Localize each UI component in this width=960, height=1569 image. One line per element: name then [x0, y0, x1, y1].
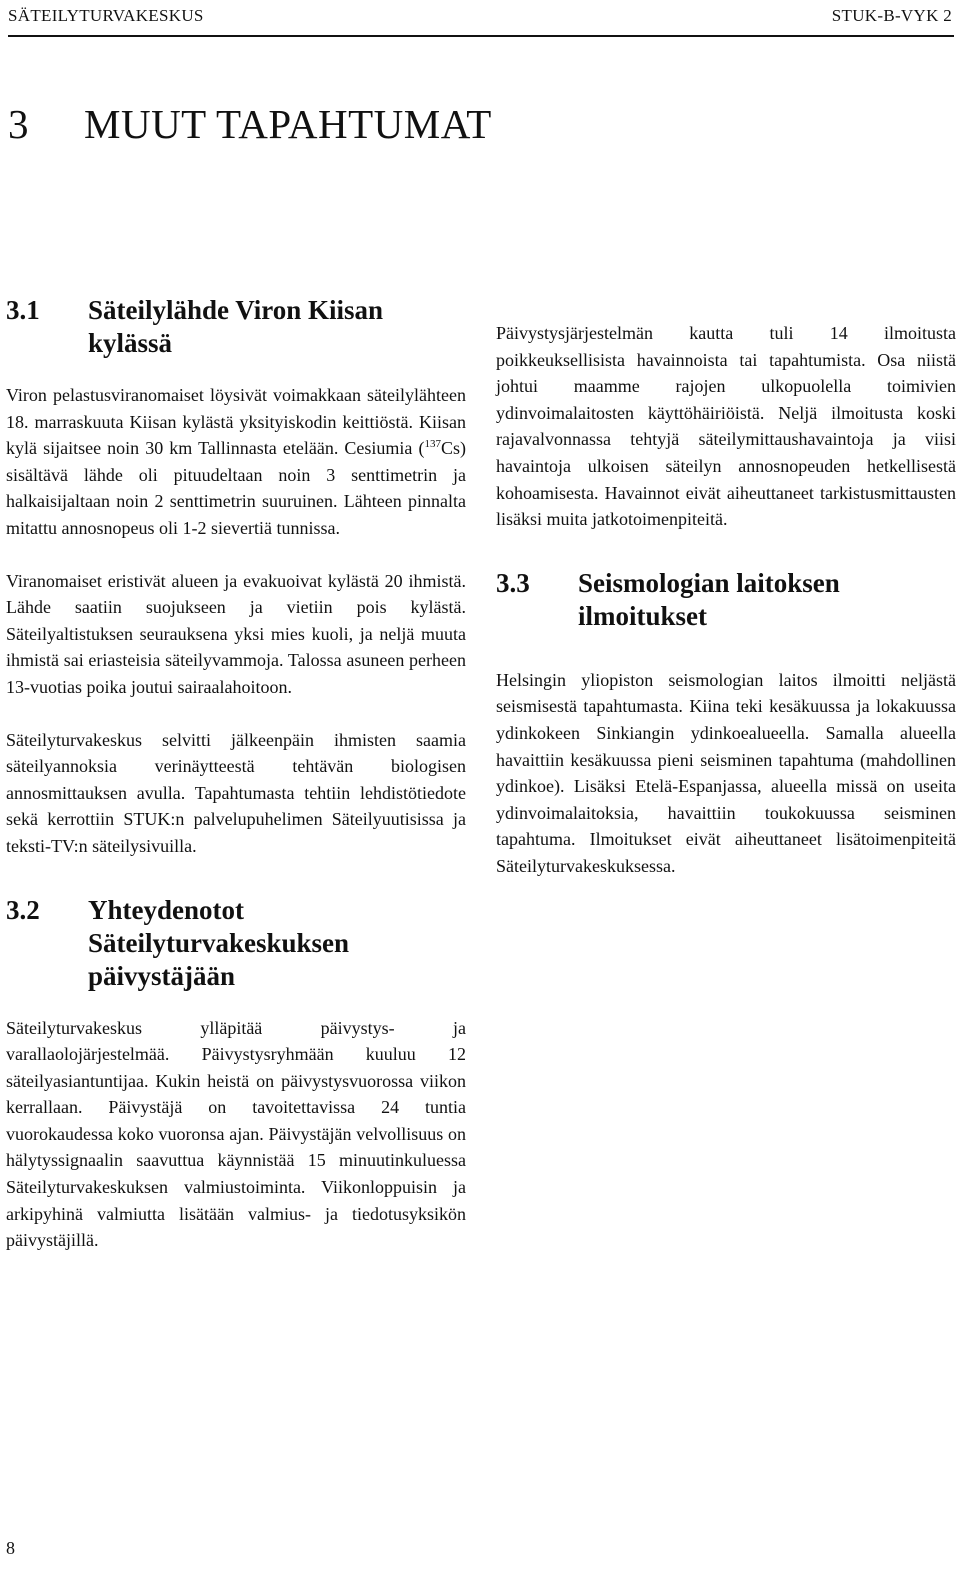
section-title: Yhteydenotot Säteilyturvakeskuksen päivystäjään	[88, 894, 350, 991]
paragraph: Säteilyturvakeskus ylläpitää päivystys- ja varallaolojärjestelmää. Päivystysryhmään kuuluu 12 säteilyasiantuntijaa. Kukin heistä on päivystysvuorossa viikon kerrallaan. Päivystäjä on tavoitettavissa 24 tuntia vuorokaudessa koko vuoronsa ajan. Päivystäjän velvollisuus on hälytyssignaalin saavuttua käynnistää 15 minuutinkuluessa Säteilyturvakeskuksen valmiustoiminta. Viikonloppuisin ja arkipyhinä valmiutta lisätään valmius- ja tiedotusyksikön päivystäjillä.	[6, 1017, 466, 1251]
header-rule	[8, 35, 954, 37]
paragraph: Päivystysjärjestelmän kautta tuli 14 ilmoitusta poikkeuksellisista havainnoista tai tapahtumista. Osa niistä johtui maamme rajojen ulkopuolella toimivien ydinvoimalaitosten käyttöhäiriöistä. Neljä ilmoitusta koski rajavalvonnassa tehtyjä säteilymittaushavaintoja ja viisi havaintoja ulkoisen säteilyn annosnopeuden hetkellisestä kohoamisesta. Havainnot eivät aiheuttaneet tarkistusmittausten lisäksi muita jatkotoimenpiteitä.	[496, 323, 956, 530]
paragraph-text: Viron pelastusviranomaiset löysivät voimakkaan säteilylähteen 18. marraskuuta Kiisan kylästä yksityiskodin keittiöstä. Kiisan kylä sijaitsee noin 30 km Tallinnasta etelään. Cesiumia (	[6, 385, 466, 459]
section-3-3-heading	[496, 567, 956, 633]
section-number: 3.1	[6, 295, 40, 325]
chapter-title-text: MUUT TAPAHTUMAT	[84, 101, 492, 147]
page-number: 8	[6, 1538, 15, 1558]
isotope-superscript: 137	[424, 438, 441, 451]
paragraph	[6, 382, 466, 542]
paragraph: Viranomaiset eristivät alueen ja evakuoivat kylästä 20 ihmistä. Lähde saatiin suojukseen ja vietiin pois kylästä. Säteilyaltistuksen seurauksena yksi mies kuoli, ja neljä muuta ihmistä sai eriasteisia säteilyvammoja. Talossa asuneen perheen 13-vuotias poika joutui sairaalahoitoon.	[6, 570, 466, 697]
header-organization: SÄTEILYTURVAKESKUS	[8, 6, 204, 25]
paragraph: Helsingin yliopiston seismologian laitos ilmoitti neljästä seismisestä tapahtumasta. Kiina teki kesäkuussa ja lokakuussa ydinkokeen Sinkiangin ydinkoealueella. Samalla alueella havaittiin kesäkuussa pieni seisminen tapahtuma (mahdollinen ydinkoe). Lisäksi Etelä-Espanjassa, alueella missä on useita ydinvoimalaitoksia, havaittiin toukokuussa seisminen tapahtuma. Ilmoitukset eivät aiheuttaneet lisätoimenpiteitä Säteilyturvakeskuksessa.	[496, 669, 956, 876]
chapter-number: 3	[8, 101, 29, 147]
section-number: 3.2	[6, 894, 40, 925]
left-column	[6, 294, 466, 1254]
running-header	[8, 6, 952, 32]
section-3-2-heading	[6, 894, 466, 993]
section-3-1-heading	[6, 294, 466, 360]
chapter-title	[8, 100, 492, 148]
header-report-code: STUK-B-VYK 2	[831, 6, 952, 25]
section-title: Säteilylähde Viron Kiisan kylässä	[88, 295, 384, 358]
right-column	[496, 294, 956, 880]
section-number: 3.3	[496, 567, 530, 598]
paragraph: Säteilyturvakeskus selvitti jälkeenpäin ihmisten saamia säteilyannoksia verinäytteestä tehtävän biologisen annosmittauksen avulla. Tapahtumasta tehtiin lehdistötiedote sekä kerrottiin STUK:n palvelupuhelimen Säteilyuutisissa ja teksti-TV:n säteilysivuilla.	[6, 729, 466, 856]
section-title: Seismologian laitoksen ilmoitukset	[578, 567, 840, 631]
paragraph-text: Cs) sisältävä lähde oli pituudeltaan noin 3 senttimetrin ja halkaisijaltaan noin 2 senttimetrin suuruinen. Lähteen pinnalta mitattu annosnopeus oli 1-2 sievertiä tunnissa.	[6, 438, 466, 538]
